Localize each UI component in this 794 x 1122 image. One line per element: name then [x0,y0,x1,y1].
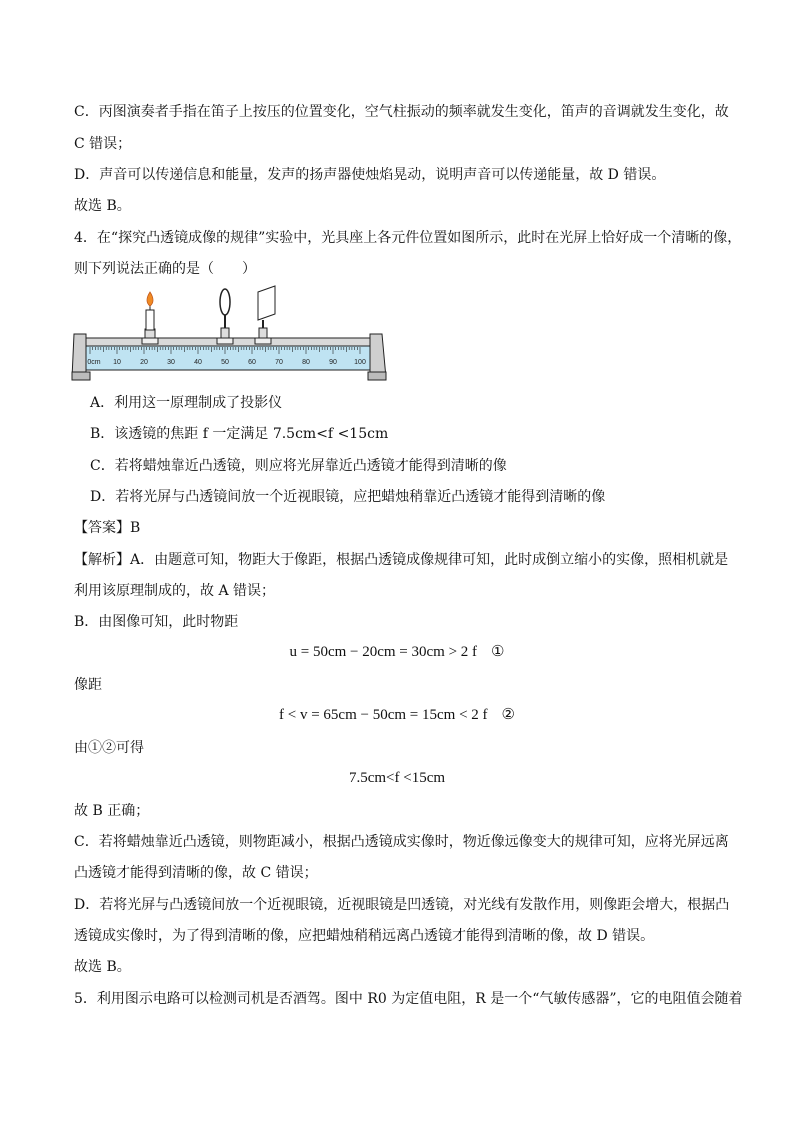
question-4-stem-line1: 4．在“探究凸透镜成像的规律”实验中，光具座上各元件位置如图所示，此时在光屏上恰好成一个清晰的像， [74,230,742,246]
derivation-intro: 由①②可得 [74,740,144,756]
analysis-line1: 【解析】A．由题意可知，物距大于像距，根据凸透镜成像规律可知，此时成倒立缩小的实像，照相机就是 [74,552,729,568]
analysis-d-line1: D．若将光屏与凸透镜间放一个近视眼镜，近视眼镜是凹透镜，对光线有发散作用，则像距会增大，根据凸 [74,897,730,913]
ruler-tick-label: 30 [167,359,175,366]
convex-lens-icon [220,289,230,315]
light-screen-holder [255,286,275,344]
option-c: C．若将蜡烛靠近凸透镜，则应将光屏靠近凸透镜才能得到清晰的像 [90,458,507,474]
ruler-tick-label: 40 [194,359,202,366]
image-distance-label: 像距 [74,677,102,693]
ruler-tick-label: 20 [140,359,148,366]
option-c-explanation-line2: C 错误； [74,136,132,152]
equation-1-marker: ① [491,644,505,660]
option-d: D．若将光屏与凸透镜间放一个近视眼镜，应把蜡烛稍靠近凸透镜才能得到清晰的像 [90,489,606,505]
ruler-tick-label: 80 [302,359,310,366]
ruler-tick-label: 90 [329,359,337,366]
light-screen-icon [258,286,275,320]
analysis-line2: 利用该原理制成的，故 A 错误； [74,583,276,599]
question-5-stem: 5．利用图示电路可以检测司机是否酒驾。图中 R0 为定值电阻，R 是一个“气敏传感器”，它的电阻值会随着 [74,991,743,1007]
analysis-b-intro: B．由图像可知，此时物距 [74,614,239,630]
option-a: A．利用这一原理制成了投影仪 [90,395,283,411]
analysis-c-line2: 凸透镜才能得到清晰的像，故 C 错误； [74,865,318,881]
question-4-stem-line2: 则下列说法正确的是（ ） [74,261,256,277]
answer-label: 【答案】B [74,520,141,536]
equation-object-distance [0,642,794,662]
ruler-tick-label: 70 [275,359,283,366]
choose-b-conclusion-2: 故选 B。 [74,959,131,975]
option-c-explanation-line1: C．丙图演奏者手指在笛子上按压的位置变化，空气柱振动的频率就发生变化，笛声的音调就发生变化，故 [74,104,729,120]
equation-focal-range: 7.5cm<f <15cm [348,770,446,786]
equation-2: f < v = 65cm − 50cm = 15cm < 2 f [279,707,488,723]
b-correct-conclusion: 故 B 正确； [74,803,150,819]
candle-holder [142,292,158,344]
candle-flame-icon [147,292,153,306]
equation-image-distance [0,705,794,725]
ruler-tick-label: 0cm [87,359,101,366]
choose-b-conclusion-1: 故选 B。 [74,198,131,214]
optical-bench-figure [70,284,390,386]
equation-1: u = 50cm − 20cm = 30cm > 2 f [289,644,478,660]
option-d-explanation: D．声音可以传递信息和能量，发声的扬声器使烛焰晃动，说明声音可以传递能量，故 D 错误。 [74,167,666,183]
analysis-d-line2: 透镜成实像时，为了得到清晰的像，应把蜡烛稍稍远离凸透镜才能得到清晰的像，故 D 错误。 [74,928,655,944]
ruler-tick-label: 100 [354,359,366,366]
ruler-tick-label: 10 [113,359,121,366]
ruler-tick-label: 50 [221,359,229,366]
ruler-tick-label: 60 [248,359,256,366]
equation-2-marker: ② [501,707,515,723]
convex-lens-holder [217,289,233,344]
analysis-c-line1: C．若将蜡烛靠近凸透镜，则物距减小，根据凸透镜成实像时，物近像远像变大的规律可知，应将光屏远离 [74,834,729,850]
option-b: B．该透镜的焦距 f 一定满足 7.5cm<f <15cm [90,426,389,442]
